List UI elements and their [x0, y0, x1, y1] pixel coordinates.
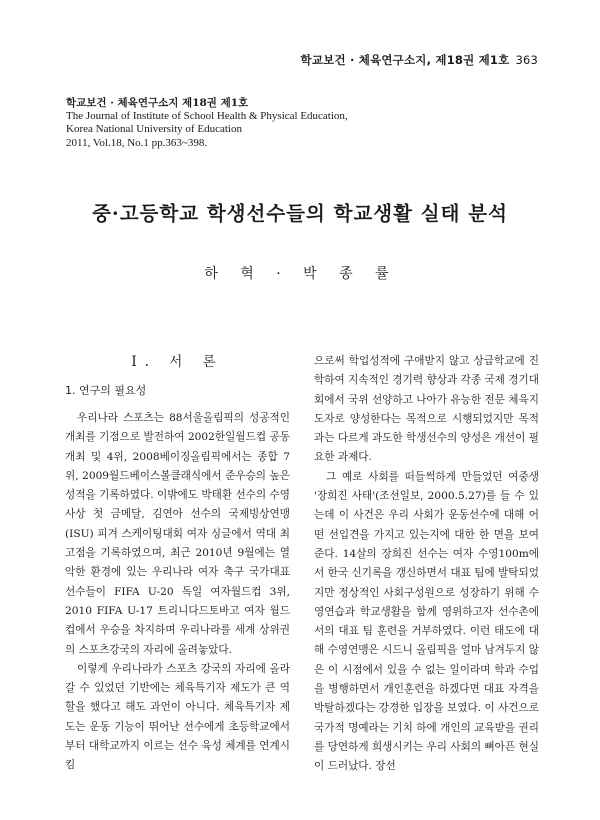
left-column — [65, 352, 290, 776]
running-head-journal: 학교보건 · 체육연구소지, 제18권 제1호 — [300, 53, 510, 67]
author-list: 하 혁 · 박 종 률 — [204, 266, 396, 282]
body-paragraph: 으로써 학업성적에 구애받지 않고 상급학교에 진학하여 지속적인 경기력 향상과 각종 국제 경기대회에서 국위 선양하고 나아가 유능한 전문 체육지도자로 양성한다는 목적으로 시행되었지만 목적과는 다르게 과도한 학생선수의 양성은 개선이 필요한 과제다. — [314, 355, 539, 464]
section-heading: Ⅰ. 서 론 — [131, 354, 224, 370]
subsection-heading: 1. 연구의 필요성 — [65, 384, 147, 397]
body-paragraph: 그 예로 사회를 떠들썩하게 만들었던 여중생 '장희진 사태'(조선일보, 2000.5.27)를 들 수 있는데 이 사건은 우리 사회가 운동선수에 대해 어떤 선입견을 가지고 있는지에 대한 한 면을 보여준다. 14살의 장희진 선수는 여자 수영100m에서 한국 신기록을 갱신하면서 대표 팀에 발탁되었지만 정상적인 사회구성원으로 성장하기 위해 수영연습과 학교생활을 함께 영위하고자 선수촌에서의 대표 팀 훈련을 거부하였다. 이런 태도에 대해 수영연맹은 시드니 올림픽을 얼마 남겨두지 않은 이 시점에서 있을 수 없는 일이라며 학과 수업을 병행하면서 개인훈련을 하겠다면 대표 자격을 박탈하겠다는 강경한 입장을 보였다. 이 사건으로 국가적 명예라는 기치 하에 개인의 교육받을 권리를 당연하게 희생시키는 우리 사회의 뼈아픈 현실이 드러났다. 장선 — [314, 470, 539, 773]
citation-issue: 2011, Vol.18, No.1 pp.363~398. — [66, 136, 208, 149]
running-head — [301, 52, 538, 68]
page-number: 363 — [515, 53, 538, 67]
citation-institution: Korea National University of Education — [66, 123, 242, 136]
right-column — [314, 352, 539, 777]
body-paragraph: 우리나라 스포츠는 88서울올림픽의 성공적인 개최를 기점으로 발전하여 2002한일월드컵 공동개최 및 4위, 2008베이징올림픽에서는 종합 7위, 2009월드베이스볼클래식에서 준우승의 높은 성적을 기록하였다. 이밖에도 박태환 선수의 수영 사상 첫 금메달, 김연아 선수의 국제빙상연맹(ISU) 피겨 스케이팅대회 여자 싱글에서 역대 최고점을 기록하였으며, 최근 2010년 9월에는 열악한 환경에 있는 우리나라 여자 축구 국가대표 선수들이 FIFA U-20 독일 여자월드컵 3위, 2010 FIFA U-17 트리니다드토바고 여자 월드컵에서 우승을 차지하며 우리나라를 세계 상위권의 스포츠강국의 자리에 올려놓았다. — [65, 412, 290, 656]
body-paragraph: 이렇게 우리나라가 스포츠 강국의 자리에 올라 갈 수 있었던 기반에는 체육특기자 제도가 큰 역할을 했다고 해도 과언이 아니다. 체육특기자 제도는 운동 기능이 뛰어난 선수에게 초등학교에서부터 대학교까지 이르는 선수 육성 체계를 연계시킴 — [65, 662, 290, 772]
citation-block — [66, 97, 348, 150]
paper-title: 중·고등학교 학생선수들의 학교생활 실태 분석 — [92, 202, 508, 225]
citation-journal-english: The Journal of Institute of School Health & Physical Education, — [66, 110, 348, 123]
citation-journal-korean: 학교보건 · 체육연구소지 제18권 제1호 — [66, 97, 249, 109]
